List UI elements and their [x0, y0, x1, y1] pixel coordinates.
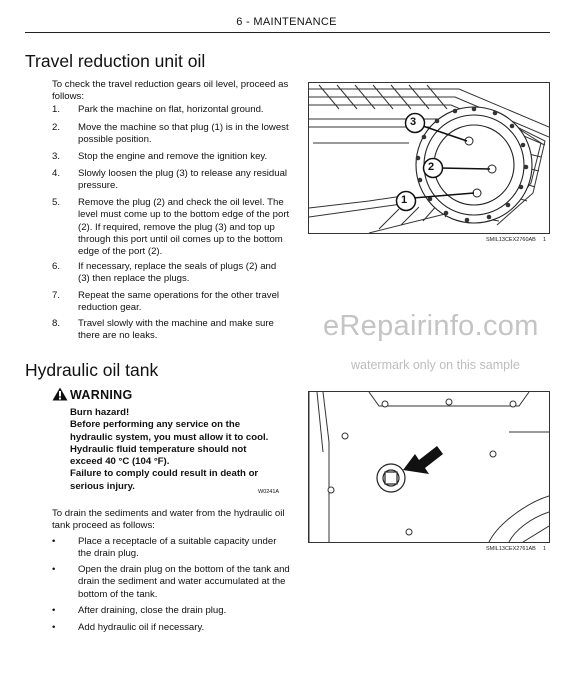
step-number: 2. [52, 122, 61, 133]
bullet-text: Open the drain plug on the bottom of the tank and drain the sediment and water accumulated at the bottom of the tank. [78, 564, 290, 600]
figure-travel-reduction [308, 82, 550, 234]
warning-line: Burn hazard! [70, 407, 130, 418]
figure-caption: SMIL13CEX2760AB [486, 237, 536, 243]
warning-body [70, 407, 280, 493]
figure-hydraulic-tank [308, 391, 550, 543]
step-number: 8. [52, 318, 61, 329]
warning-line: Before performing any service on the hydraulic system, you must allow it to cool. Hydraulic fluid temperature should not exceed 40 °C (104 °F). [70, 419, 269, 468]
page-header: 6 - MAINTENANCE [236, 16, 337, 28]
list-item [52, 122, 290, 147]
list-item [52, 168, 290, 193]
bullet-marker: • [52, 536, 56, 547]
bullet-marker: • [52, 564, 56, 575]
warning-line: Failure to comply could result in death or serious injury. [70, 468, 259, 492]
drain-plug [377, 464, 405, 492]
section-title-hydraulic-oil-tank: Hydraulic oil tank [25, 360, 159, 380]
watermark: eRepairinfo.com [323, 310, 539, 342]
watermark-subtitle: watermark only on this sample [351, 358, 520, 372]
warning-code: W0241A [258, 489, 280, 495]
step-text: Stop the engine and remove the ignition key. [78, 151, 268, 162]
warning-triangle-icon [52, 387, 68, 406]
list-item [52, 151, 290, 163]
list-item [52, 622, 290, 634]
list-item [52, 564, 290, 601]
step-text: Travel slowly with the machine and make sure there are no leaks. [78, 318, 274, 342]
warning-title: WARNING [70, 388, 133, 402]
step-number: 1. [52, 104, 61, 115]
step-text: Slowly loosen the plug (3) to release any residual pressure. [78, 168, 288, 192]
list-item [52, 197, 290, 258]
section-intro: To check the travel reduction gears oil level, proceed as follows: [52, 79, 289, 103]
figure-page-ref: 1 [543, 546, 547, 552]
list-item [52, 605, 290, 617]
step-text: Repeat the same operations for the other travel reduction gear. [78, 290, 280, 314]
bullet-text: Add hydraulic oil if necessary. [78, 622, 205, 633]
step-number: 6. [52, 261, 61, 272]
callout-label-3: 3 [410, 116, 417, 128]
bullet-text: Place a receptacle of a suitable capacity under the drain plug. [78, 536, 277, 560]
bullets-list [52, 536, 290, 636]
figure-caption: SMIL13CEX2761AB [486, 546, 536, 552]
section-intro: To drain the sediments and water from the hydraulic oil tank proceed as follows: [52, 508, 285, 532]
list-item [52, 261, 290, 286]
warning-box [70, 388, 290, 498]
step-number: 3. [52, 151, 61, 162]
list-item [52, 536, 290, 561]
list-item [52, 290, 290, 315]
drain-arrow [403, 446, 443, 474]
step-text: If necessary, replace the seals of plugs (2) and (3) then replace the plugs. [78, 261, 277, 285]
step-number: 5. [52, 197, 61, 208]
steps-list [52, 104, 290, 344]
step-text: Move the machine so that plug (1) is in the lowest possible position. [78, 122, 289, 146]
list-item [52, 104, 290, 116]
step-number: 7. [52, 290, 61, 301]
section-title-travel-reduction: Travel reduction unit oil [25, 51, 206, 71]
bullet-marker: • [52, 622, 56, 633]
figure-page-ref: 1 [543, 237, 547, 243]
bullet-marker: • [52, 605, 56, 616]
header-rule [25, 32, 550, 33]
callout-label-2: 2 [428, 161, 435, 173]
tank-illustration [309, 392, 549, 542]
bullet-text: After draining, close the drain plug. [78, 605, 227, 616]
step-text: Remove the plug (2) and check the oil level. The level must come up to the bottom edge of the port (2). If required, remove the plug (3) and top up through this port until oil comes up to the bottom edge of the port (2). [78, 197, 290, 258]
step-text: Park the machine on flat, horizontal ground. [78, 104, 264, 115]
list-item [52, 318, 290, 343]
callout-label-1: 1 [401, 194, 408, 206]
track-illustration [309, 83, 549, 233]
step-number: 4. [52, 168, 61, 179]
